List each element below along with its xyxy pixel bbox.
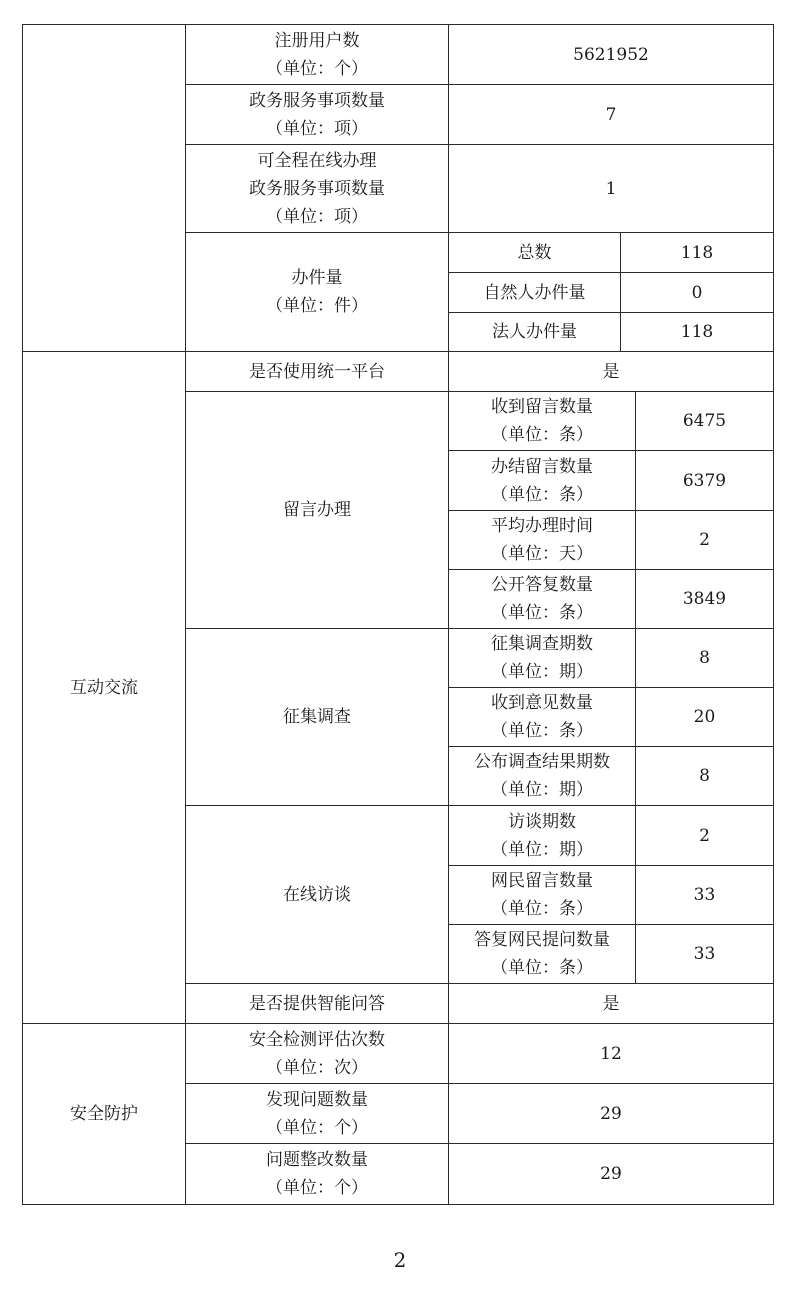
- label-message-handling: 留言办理: [185, 391, 449, 629]
- value-average-time: 2: [635, 510, 774, 570]
- label-unified-platform: 是否使用统一平台: [185, 351, 449, 392]
- value-registered-users: 5621952: [448, 24, 774, 85]
- value-case-individual: 0: [620, 272, 774, 313]
- value-smart-qa: 是: [448, 983, 774, 1024]
- sublabel-survey-periods: 征集调查期数 （单位：期）: [448, 628, 636, 688]
- label-service-items: 政务服务事项数量 （单位：项）: [185, 84, 449, 145]
- value-messages-closed: 6379: [635, 450, 774, 511]
- value-case-legal: 118: [620, 312, 774, 352]
- value-service-items: 7: [448, 84, 774, 145]
- sublabel-public-replies: 公开答复数量 （单位：条）: [448, 569, 636, 629]
- label-survey: 征集调查: [185, 628, 449, 806]
- label-online-interview: 在线访谈: [185, 805, 449, 984]
- label-security-checks: 安全检测评估次数 （单位：次）: [185, 1023, 449, 1084]
- sublabel-case-legal: 法人办件量: [448, 312, 621, 352]
- sublabel-case-total: 总数: [448, 232, 621, 273]
- value-netizen-replies: 33: [635, 924, 774, 984]
- value-unified-platform: 是: [448, 351, 774, 392]
- value-survey-results: 8: [635, 746, 774, 806]
- section-cell-interaction: 互动交流: [22, 351, 186, 1024]
- value-opinions-received: 20: [635, 687, 774, 747]
- label-smart-qa: 是否提供智能问答: [185, 983, 449, 1024]
- section-cell-security: 安全防护: [22, 1023, 186, 1205]
- sublabel-netizen-messages: 网民留言数量 （单位：条）: [448, 865, 636, 925]
- sublabel-netizen-replies: 答复网民提问数量 （单位：条）: [448, 924, 636, 984]
- value-case-total: 118: [620, 232, 774, 273]
- label-case-volume: 办件量 （单位：件）: [185, 232, 449, 352]
- value-issues-found: 29: [448, 1083, 774, 1144]
- value-public-replies: 3849: [635, 569, 774, 629]
- sublabel-messages-closed: 办结留言数量 （单位：条）: [448, 450, 636, 511]
- label-online-service-items: 可全程在线办理 政务服务事项数量 （单位：项）: [185, 144, 449, 233]
- value-online-service-items: 1: [448, 144, 774, 233]
- sublabel-survey-results: 公布调查结果期数 （单位：期）: [448, 746, 636, 806]
- sublabel-opinions-received: 收到意见数量 （单位：条）: [448, 687, 636, 747]
- page-number: 2: [393, 1248, 407, 1272]
- value-interview-periods: 2: [635, 805, 774, 866]
- value-security-checks: 12: [448, 1023, 774, 1084]
- value-issues-fixed: 29: [448, 1143, 774, 1205]
- label-registered-users: 注册用户数 （单位：个）: [185, 24, 449, 85]
- sublabel-interview-periods: 访谈期数 （单位：期）: [448, 805, 636, 866]
- sublabel-messages-received: 收到留言数量 （单位：条）: [448, 391, 636, 451]
- value-netizen-messages: 33: [635, 865, 774, 925]
- label-issues-fixed: 问题整改数量 （单位：个）: [185, 1143, 449, 1205]
- label-issues-found: 发现问题数量 （单位：个）: [185, 1083, 449, 1144]
- value-survey-periods: 8: [635, 628, 774, 688]
- sublabel-case-individual: 自然人办件量: [448, 272, 621, 313]
- sublabel-average-time: 平均办理时间 （单位：天）: [448, 510, 636, 570]
- section-cell-top: [22, 24, 186, 352]
- value-messages-received: 6475: [635, 391, 774, 451]
